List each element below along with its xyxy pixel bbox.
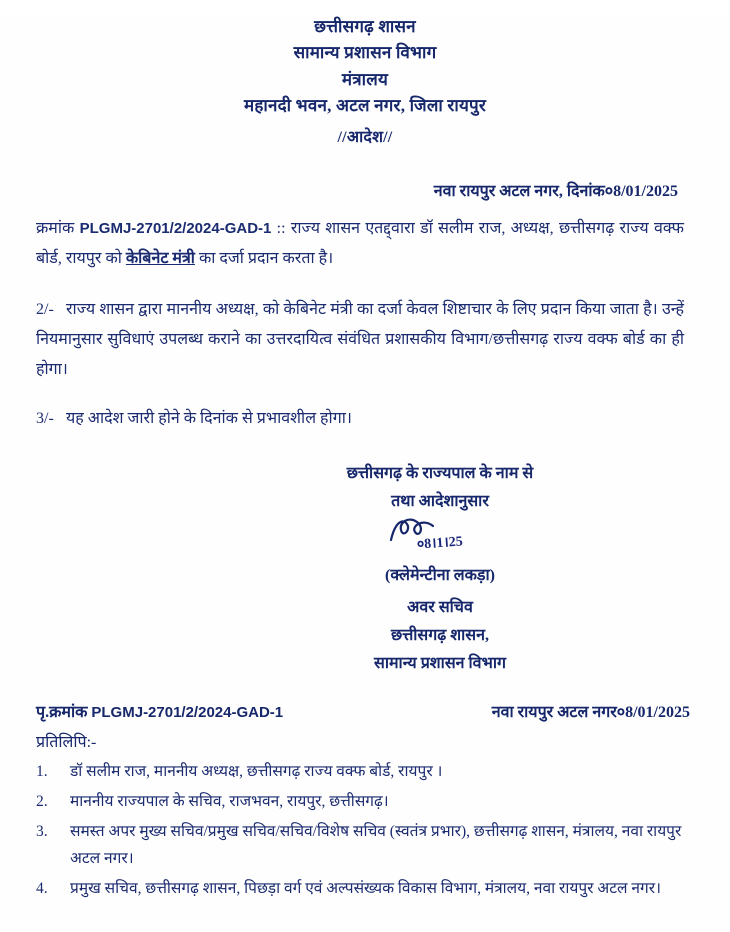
list-item-text: प्रमुख सचिव, छत्तीसगढ़ शासन, पिछड़ा वर्ग एवं अल्पसंख्यक विकास विभाग, मंत्रालय, नवा रायपुर अटल नगर। [70, 880, 661, 898]
paragraph-3-text: यह आदेश जारी होने के दिनांक से प्रभावशील होगा। [66, 410, 352, 428]
memo-label: क्रमांक [36, 220, 80, 238]
list-item-text: माननीय राज्यपाल के सचिव, राजभवन, रायपुर, छत्तीसगढ़। [70, 792, 389, 810]
signature-date: ०8।1।25 [416, 534, 464, 553]
signatory-department: सामान्य प्रशासन विभाग [374, 654, 506, 672]
list-item [36, 758, 690, 785]
copy-to-list [36, 758, 690, 903]
list-item [36, 818, 690, 872]
list-item [36, 788, 690, 815]
signature-line-order: तथा आदेशानुसार [391, 492, 489, 510]
endorsement-line [36, 700, 690, 722]
list-item [36, 875, 690, 902]
header-line-department: सामान्य प्रशासन विभाग [293, 43, 437, 63]
signatory-designation: अवर सचिव [407, 598, 473, 616]
paragraph-1 [36, 214, 684, 273]
paragraph-2-number: 2/- [36, 301, 54, 319]
paragraph-1-text-b: का दर्जा प्रदान करता है। [194, 249, 334, 267]
place-and-date: नवा रायपुर अटल नगर, दिनांक०8/01/2025 [433, 183, 678, 201]
endorsement-number-group [36, 700, 283, 722]
header-line-government: छत्तीसगढ़ शासन [314, 17, 416, 36]
signature-line-governor: छत्तीसगढ़ के राज्यपाल के नाम से [346, 464, 534, 482]
document-page [0, 14, 730, 932]
header-line-address: महानदी भवन, अटल नगर, जिला रायपुर [243, 96, 487, 116]
list-item-number: 1. [36, 762, 48, 780]
list-item-number: 4. [36, 880, 48, 898]
document-header [0, 14, 730, 151]
header-line-secretariat: मंत्रालय [341, 69, 389, 89]
endorsement-place-date: नवा रायपुर अटल नगर०8/01/2025 [491, 703, 690, 721]
paragraph-1-text-a: :: राज्य शासन एतद्द्वारा डॉ सलीम राज, अध्यक्ष, छत्तीसगढ़ राज्य वक्फ बोर्ड, रायपुर को [36, 220, 684, 267]
list-item-number: 3. [36, 822, 48, 840]
paragraph-2-text: राज्य शासन द्वारा माननीय अध्यक्ष, को केबिनेट मंत्री का दर्जा केवल शिष्टाचार के लिए प्रदान किया जाता है। उन्हें नियमानुसार सुविधाएं उपलब्ध कराने का उत्तरदायित्व संवंधित प्रशासकीय विभाग/छत्तीसगढ़ राज्य वक्फ बोर्ड का ही होगा। [36, 301, 684, 378]
handwritten-signature [365, 518, 515, 562]
header-line-order: //आदेश// [337, 129, 393, 147]
list-item-number: 2. [36, 792, 48, 810]
signature-block [0, 460, 730, 678]
paragraph-2 [36, 295, 684, 384]
endorsement-number: PLGMJ-2701/2/2024-GAD-1 [91, 703, 284, 721]
paragraph-3 [36, 404, 684, 434]
copy-to-label: प्रतिलिपि:- [36, 733, 97, 751]
signatory-government: छत्तीसगढ़ शासन, [391, 626, 489, 644]
list-item-text: डॉ सलीम राज, माननीय अध्यक्ष, छत्तीसगढ़ राज्य वक्फ बोर्ड, रायपुर । [70, 762, 443, 780]
signatory-name: (क्लेमेन्टीना लकड़ा) [385, 566, 495, 584]
paragraph-1-highlight: केबिनेट मंत्री [125, 249, 195, 267]
endorsement-label: पृ.क्रमांक [36, 703, 92, 721]
list-item-text: समस्त अपर मुख्य सचिव/प्रमुख सचिव/सचिव/विशेष सचिव (स्वतंत्र प्रभार), छत्तीसगढ़ शासन, मंत्रालय, नवा रायपुर अटल नगर। [70, 822, 682, 868]
paragraph-3-number: 3/- [36, 410, 54, 428]
memo-number: PLGMJ-2701/2/2024-GAD-1 [79, 220, 272, 238]
